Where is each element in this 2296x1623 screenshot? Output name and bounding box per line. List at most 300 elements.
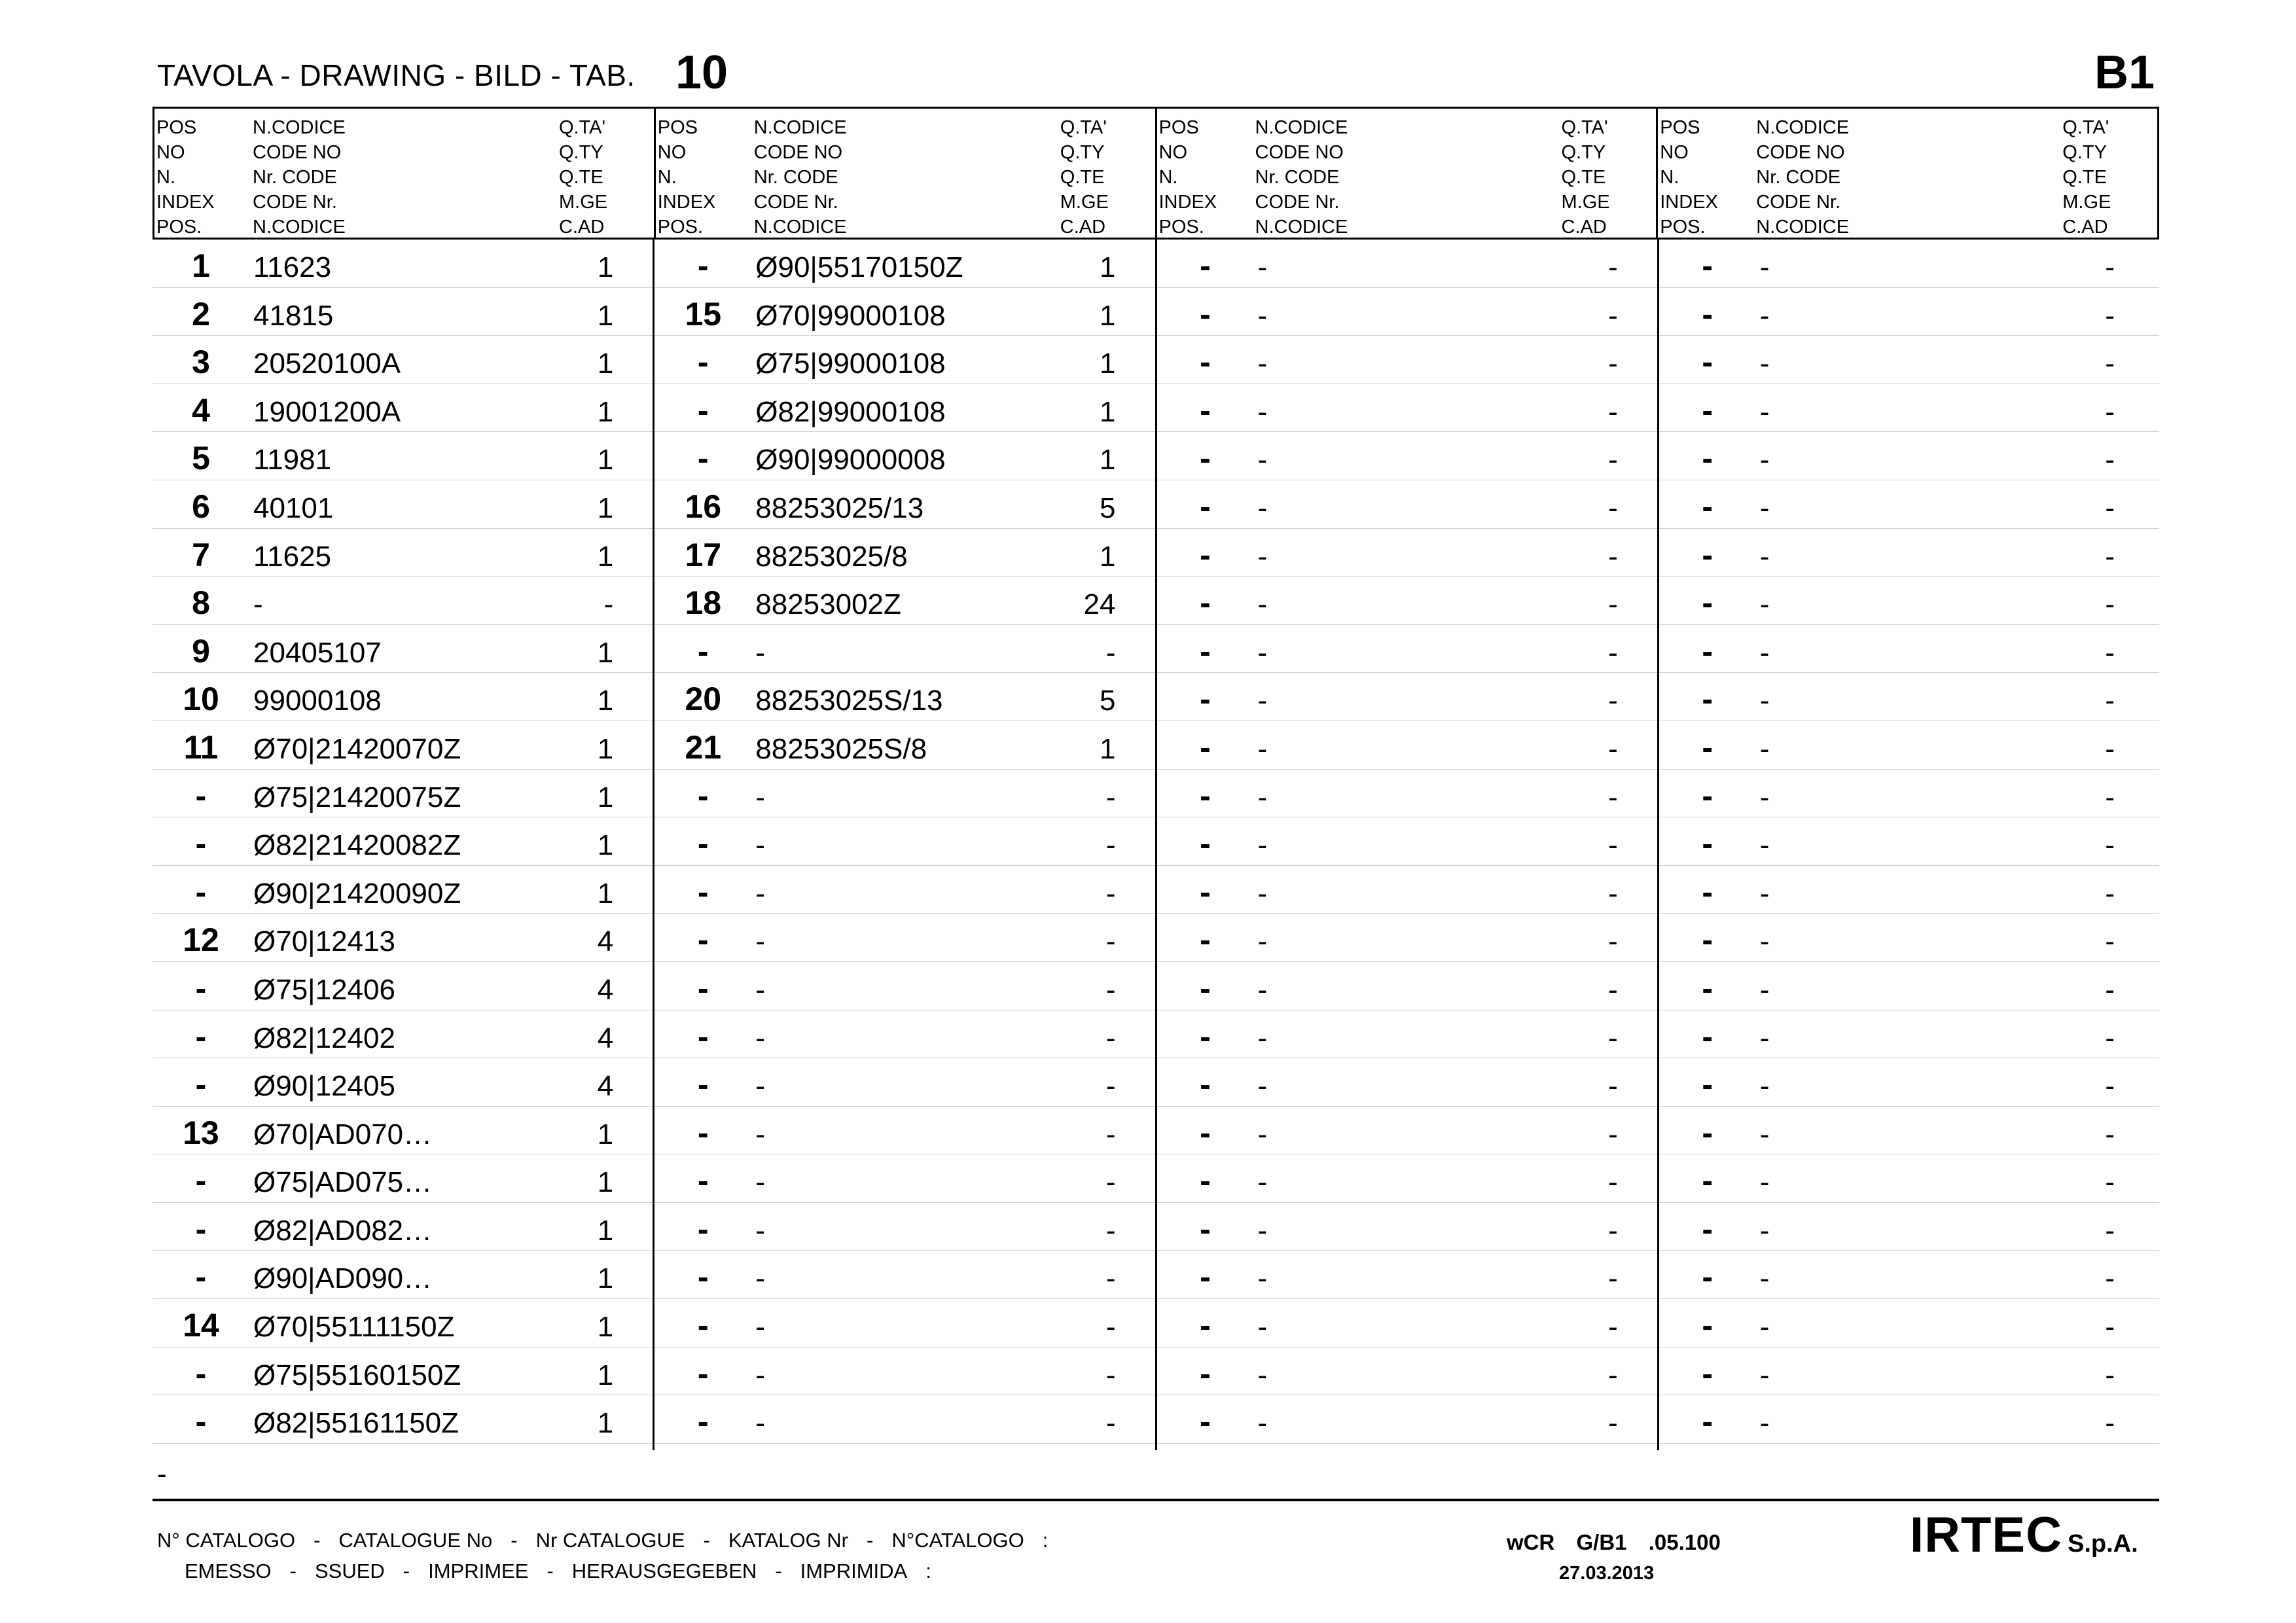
quantity-cell: 1	[1100, 395, 1116, 428]
quantity-cell: 1	[597, 877, 614, 910]
position-cell: -	[1200, 1307, 1211, 1344]
code-cell: Ø75|99000108	[755, 348, 946, 380]
table-row	[655, 866, 1155, 914]
quantity-cell: -	[1105, 636, 1116, 669]
header-label: Q.TE	[2062, 167, 2107, 188]
table-row	[152, 1203, 653, 1251]
quantity-cell: -	[2105, 1262, 2115, 1295]
code-cell: -	[755, 781, 765, 813]
header-label: CODE NO	[253, 142, 342, 163]
quantity-cell: -	[2105, 540, 2115, 573]
code-cell: -	[1759, 1022, 1770, 1054]
quantity-cell: -	[2105, 1070, 2115, 1103]
table-row	[1659, 914, 2159, 962]
code-cell: Ø75|AD075…	[253, 1166, 433, 1199]
brand-logo	[1910, 1507, 2138, 1563]
code-cell: Ø90|AD090…	[253, 1262, 433, 1295]
position-cell: 6	[192, 488, 210, 525]
quantity-cell: -	[1608, 251, 1618, 283]
quantity-cell: -	[2105, 877, 2115, 910]
table-row	[1157, 1010, 1657, 1059]
table-row	[655, 529, 1155, 577]
issue-date: 27.03.2013	[1559, 1563, 1655, 1584]
quantity-cell: -	[1608, 1214, 1618, 1247]
header-block	[1155, 109, 1657, 238]
quantity-cell: 1	[597, 1118, 614, 1150]
quantity-cell: -	[1608, 925, 1618, 958]
quantity-cell: -	[1105, 1311, 1116, 1344]
code-cell: -	[755, 1311, 765, 1344]
table-header	[152, 107, 2159, 240]
table-row	[655, 1058, 1155, 1107]
code-cell: Ø82|AD082…	[253, 1214, 433, 1247]
table-row	[1157, 770, 1657, 818]
header-pos-labels	[1159, 115, 1217, 240]
group-code: B1	[2094, 46, 2155, 99]
code-cell: -	[1257, 1022, 1268, 1054]
footer-separator: -	[403, 1560, 410, 1582]
table-row	[1157, 336, 1657, 384]
quantity-cell: 4	[597, 1070, 614, 1103]
position-cell: -	[1200, 1210, 1211, 1247]
table-row	[1157, 625, 1657, 673]
quantity-cell: -	[2105, 829, 2115, 862]
table-row	[1659, 288, 2159, 336]
code-cell: 11625	[253, 540, 332, 573]
header-qty-labels	[1060, 115, 1109, 240]
issued-label-line	[157, 1560, 950, 1583]
header-label: POS	[657, 117, 698, 138]
table-row	[1157, 1347, 1657, 1396]
quantity-cell: -	[1608, 1022, 1618, 1054]
quantity-cell: 1	[597, 1407, 614, 1440]
code-cell: 19001200A	[253, 395, 401, 428]
position-cell: 1	[192, 247, 210, 284]
quantity-cell: 4	[597, 925, 614, 958]
quantity-cell: -	[2105, 395, 2115, 428]
quantity-cell: -	[1608, 1359, 1618, 1391]
header-label: Q.TY	[1060, 142, 1105, 163]
header-label: Nr. CODE	[1756, 167, 1841, 188]
header-label: CODE Nr.	[753, 192, 838, 213]
position-cell: -	[1200, 681, 1211, 718]
quantity-cell: -	[1608, 588, 1618, 621]
position-cell: -	[1702, 1162, 1713, 1200]
position-cell: -	[1702, 1210, 1713, 1247]
header-label: C.AD	[2062, 217, 2108, 238]
code-cell: -	[1759, 491, 1770, 524]
code-cell: 40101	[253, 491, 334, 524]
quantity-cell: 1	[1100, 732, 1116, 765]
table-row	[655, 1299, 1155, 1347]
quantity-cell: -	[2105, 685, 2115, 717]
header-label: POS.	[657, 217, 704, 238]
code-cell: 20520100A	[253, 348, 401, 380]
code-cell: -	[1759, 829, 1770, 862]
header-label: Q.TE	[1561, 167, 1606, 188]
table-row	[1157, 1395, 1657, 1444]
code-cell: -	[1257, 973, 1268, 1006]
footer-label: KATALOG Nr	[728, 1529, 848, 1552]
code-cell: Ø70|12413	[253, 925, 395, 958]
code-cell: -	[1257, 491, 1268, 524]
header-label: POS.	[156, 217, 202, 238]
quantity-cell: -	[2105, 1022, 2115, 1054]
header-label: N.CODICE	[253, 117, 346, 138]
position-cell: 12	[183, 921, 219, 959]
table-row	[152, 1347, 653, 1396]
code-cell: -	[755, 1359, 765, 1391]
position-cell: -	[697, 1355, 709, 1392]
table-row	[1659, 529, 2159, 577]
table-row	[1659, 336, 2159, 384]
code-cell: -	[755, 829, 765, 862]
table-row	[152, 529, 653, 577]
header-label: CODE NO	[1255, 142, 1344, 163]
table-row	[152, 721, 653, 770]
header-label: C.AD	[1561, 217, 1607, 238]
quantity-cell: -	[1608, 491, 1618, 524]
table-row	[655, 432, 1155, 480]
table-row	[655, 1010, 1155, 1059]
parts-table	[152, 107, 2159, 1450]
code-cell: -	[1257, 588, 1268, 621]
code-cell: -	[755, 1070, 765, 1103]
position-cell: -	[697, 391, 709, 429]
code-cell: -	[1257, 444, 1268, 476]
position-cell: -	[1200, 247, 1211, 284]
quantity-cell: -	[1608, 395, 1618, 428]
header-label: NO	[1660, 142, 1689, 163]
position-cell: -	[697, 440, 709, 477]
position-cell: -	[1702, 921, 1713, 959]
code-cell: -	[1257, 1311, 1268, 1344]
code-cell: 88253002Z	[755, 588, 901, 621]
code-cell: -	[1759, 685, 1770, 717]
code-cell: Ø82|99000108	[755, 395, 946, 428]
position-cell: -	[1702, 440, 1713, 477]
code-cell: -	[1257, 1359, 1268, 1391]
table-row	[1157, 1203, 1657, 1251]
table-row	[1157, 577, 1657, 625]
header-label: Q.TE	[559, 167, 603, 188]
code-cell: -	[1759, 1118, 1770, 1150]
header-label: CODE Nr.	[1255, 192, 1340, 213]
code-cell: -	[1759, 588, 1770, 621]
quantity-cell: -	[2105, 925, 2115, 958]
position-cell: -	[1702, 1114, 1713, 1151]
quantity-cell: -	[1105, 1118, 1116, 1150]
table-row	[152, 577, 653, 625]
code-cell: -	[1257, 540, 1268, 573]
table-number: 10	[675, 46, 728, 99]
code-cell: -	[1257, 395, 1268, 428]
quantity-cell: -	[2105, 444, 2115, 476]
table-row	[1157, 721, 1657, 770]
header-pos-labels	[658, 115, 716, 240]
header-pos-labels	[1660, 115, 1718, 240]
table-row	[1157, 962, 1657, 1010]
position-cell: -	[697, 1114, 709, 1151]
header-label: N.CODICE	[1255, 117, 1348, 138]
quantity-cell: -	[1608, 877, 1618, 910]
position-cell: -	[1702, 1307, 1713, 1344]
quantity-cell: 5	[1100, 491, 1116, 524]
stray-mark: -	[157, 1458, 167, 1490]
position-cell: 4	[192, 391, 210, 429]
code-cell: Ø70|21420070Z	[253, 732, 461, 765]
header-pos-labels	[156, 115, 215, 240]
quantity-cell: -	[1608, 1407, 1618, 1440]
table-row	[655, 480, 1155, 529]
table-row	[655, 1251, 1155, 1299]
quantity-cell: -	[2105, 1359, 2115, 1391]
header-label: INDEX	[1158, 192, 1217, 213]
footer-separator: -	[703, 1529, 710, 1552]
position-cell: -	[195, 969, 207, 1007]
code-cell: -	[1759, 1311, 1770, 1344]
position-cell: 20	[685, 681, 722, 718]
code-cell: Ø70|55111150Z	[253, 1311, 455, 1344]
table-row	[1659, 384, 2159, 433]
position-cell: 8	[192, 584, 210, 622]
table-row	[152, 384, 653, 433]
footer-separator: -	[547, 1560, 554, 1582]
quantity-cell: -	[1105, 1214, 1116, 1247]
quantity-cell: -	[1105, 1262, 1116, 1295]
footer-divider	[152, 1499, 2159, 1501]
table-row	[152, 1107, 653, 1155]
header-label: Nr. CODE	[1255, 167, 1340, 188]
position-cell: 9	[192, 632, 210, 669]
quantity-cell: -	[1608, 1311, 1618, 1344]
code-cell: -	[1759, 1359, 1770, 1391]
header-label: Q.TA'	[2062, 117, 2109, 138]
table-row	[1659, 577, 2159, 625]
position-cell: -	[697, 1162, 709, 1200]
position-cell: -	[697, 1403, 709, 1440]
position-cell: 16	[685, 488, 722, 525]
table-row	[152, 817, 653, 866]
header-label: POS	[1660, 117, 1700, 138]
code-cell: -	[1257, 348, 1268, 380]
code-cell: -	[1257, 1070, 1268, 1103]
quantity-cell: -	[1105, 877, 1116, 910]
table-row	[152, 480, 653, 529]
table-row	[152, 1010, 653, 1059]
table-row	[152, 240, 653, 288]
position-cell: -	[1200, 825, 1211, 863]
header-label: N.CODICE	[753, 217, 847, 238]
table-row	[152, 1299, 653, 1347]
quantity-cell: -	[603, 588, 614, 621]
code-cell: 11623	[253, 251, 332, 283]
quantity-cell: -	[1608, 540, 1618, 573]
table-row	[655, 770, 1155, 818]
table-block	[1657, 240, 2159, 1450]
position-cell: -	[1702, 969, 1713, 1007]
quantity-cell: -	[1608, 636, 1618, 669]
header-label: Q.TE	[1060, 167, 1105, 188]
code-cell: -	[1759, 973, 1770, 1006]
position-cell: -	[1200, 584, 1211, 622]
position-cell: -	[1702, 295, 1713, 332]
code-cell: -	[1257, 685, 1268, 717]
code-cell: -	[1257, 1407, 1268, 1440]
quantity-cell: 1	[597, 685, 614, 717]
table-row	[1157, 914, 1657, 962]
code-cell: 88253025/13	[755, 491, 924, 524]
header-label: N.	[657, 167, 677, 188]
table-row	[1157, 1058, 1657, 1107]
position-cell: -	[697, 247, 709, 284]
code-cell: Ø90|21420090Z	[253, 877, 461, 910]
position-cell: -	[1702, 632, 1713, 669]
position-cell: 17	[685, 536, 722, 573]
quantity-cell: 1	[597, 1214, 614, 1247]
table-row	[152, 432, 653, 480]
table-row	[1659, 770, 2159, 818]
quantity-cell: 1	[1100, 299, 1116, 332]
code-cell: -	[1257, 925, 1268, 958]
code-cell: -	[1257, 1118, 1268, 1150]
code-cell: -	[1257, 636, 1268, 669]
code-cell: Ø70|AD070…	[253, 1118, 433, 1150]
code-cell: Ø75|12406	[253, 973, 395, 1006]
header-label: CODE NO	[1756, 142, 1845, 163]
table-row	[152, 914, 653, 962]
quantity-cell: 1	[1100, 251, 1116, 283]
header-label: Q.TA'	[1561, 117, 1608, 138]
position-cell: -	[1702, 873, 1713, 910]
footer-label: Nr CATALOGUE	[535, 1529, 685, 1552]
code-cell: Ø82|21420082Z	[253, 829, 461, 862]
quantity-cell: -	[1105, 1359, 1116, 1391]
table-row	[152, 673, 653, 721]
quantity-cell: 1	[597, 251, 614, 283]
position-cell: 18	[685, 584, 722, 622]
quantity-cell: -	[2105, 636, 2115, 669]
quantity-cell: -	[2105, 732, 2115, 765]
quantity-cell: 1	[597, 732, 614, 765]
header-block	[154, 109, 654, 238]
table-row	[655, 1154, 1155, 1203]
table-row	[1659, 817, 2159, 866]
footer-separator: :	[925, 1560, 931, 1582]
code-cell: -	[1759, 444, 1770, 476]
code-cell: Ø75|55160150Z	[253, 1359, 461, 1391]
table-row	[655, 240, 1155, 288]
footer-label: N°CATALOGO	[891, 1529, 1024, 1552]
position-cell: -	[1702, 247, 1713, 284]
position-cell: -	[697, 921, 709, 959]
quantity-cell: -	[1105, 1407, 1116, 1440]
position-cell: 2	[192, 295, 210, 332]
table-row	[655, 625, 1155, 673]
position-cell: -	[697, 1210, 709, 1247]
table-row	[1659, 625, 2159, 673]
position-cell: -	[1702, 1066, 1713, 1103]
header-label: INDEX	[1660, 192, 1718, 213]
code-cell: 88253025S/8	[755, 732, 927, 765]
header-block	[1656, 109, 2157, 238]
table-row	[655, 1347, 1155, 1396]
position-cell: -	[1702, 1018, 1713, 1055]
position-cell: -	[1702, 344, 1713, 381]
table-block	[1155, 240, 1657, 1450]
quantity-cell: 1	[597, 348, 614, 380]
position-cell: -	[1200, 1355, 1211, 1392]
table-row	[152, 770, 653, 818]
header-label: INDEX	[657, 192, 716, 213]
position-cell: -	[1200, 873, 1211, 910]
code-cell: -	[1759, 251, 1770, 283]
code-cell: -	[755, 636, 765, 669]
table-row	[1157, 866, 1657, 914]
page-title: TAVOLA - DRAWING - BILD - TAB.	[157, 58, 636, 92]
position-cell: -	[1702, 488, 1713, 525]
footer-separator: -	[511, 1529, 518, 1552]
code-cell: -	[253, 588, 263, 621]
header-qty-labels	[2062, 115, 2111, 240]
header-label: N.	[1158, 167, 1178, 188]
quantity-cell: 1	[1100, 444, 1116, 476]
position-cell: -	[195, 1258, 207, 1296]
position-cell: -	[1702, 1355, 1713, 1392]
header-label: CODE Nr.	[1756, 192, 1841, 213]
table-row	[1157, 480, 1657, 529]
table-block	[152, 240, 653, 1450]
header-label: POS.	[1158, 217, 1204, 238]
code-cell: 11981	[253, 444, 332, 476]
code-cell: 20405107	[253, 636, 382, 669]
table-row	[655, 1395, 1155, 1444]
position-cell: -	[1702, 584, 1713, 622]
header-label: M.GE	[559, 192, 608, 213]
header-label: Q.TY	[1561, 142, 1606, 163]
table-row	[1157, 1299, 1657, 1347]
header-label: N.CODICE	[753, 117, 847, 138]
position-cell: -	[697, 1066, 709, 1103]
footer-label: IMPRIMIDA	[800, 1560, 908, 1582]
header-qty-labels	[559, 115, 607, 240]
header-label: Q.TY	[2062, 142, 2107, 163]
header-label: M.GE	[2062, 192, 2111, 213]
code-cell: -	[1257, 1214, 1268, 1247]
table-row	[1659, 1395, 2159, 1444]
header-label: Q.TA'	[1060, 117, 1107, 138]
position-cell: 11	[183, 728, 219, 766]
code-cell: -	[1257, 829, 1268, 862]
code-cell: -	[1759, 877, 1770, 910]
quantity-cell: -	[1105, 1022, 1116, 1054]
position-cell: -	[195, 1018, 207, 1055]
table-row	[1157, 240, 1657, 288]
quantity-cell: -	[2105, 299, 2115, 332]
brand-suffix: S.p.A.	[2068, 1530, 2138, 1558]
code-cell: -	[1257, 781, 1268, 813]
table-row	[1659, 480, 2159, 529]
position-cell: -	[1702, 777, 1713, 814]
quantity-cell: -	[2105, 348, 2115, 380]
position-cell: 21	[685, 728, 722, 766]
code-cell: -	[1257, 877, 1268, 910]
code-cell: Ø75|21420075Z	[253, 781, 461, 813]
catalog-label-line	[157, 1529, 1066, 1552]
quantity-cell: -	[1105, 1070, 1116, 1103]
header-label: N.CODICE	[1756, 117, 1850, 138]
code-cell: -	[1257, 1262, 1268, 1295]
